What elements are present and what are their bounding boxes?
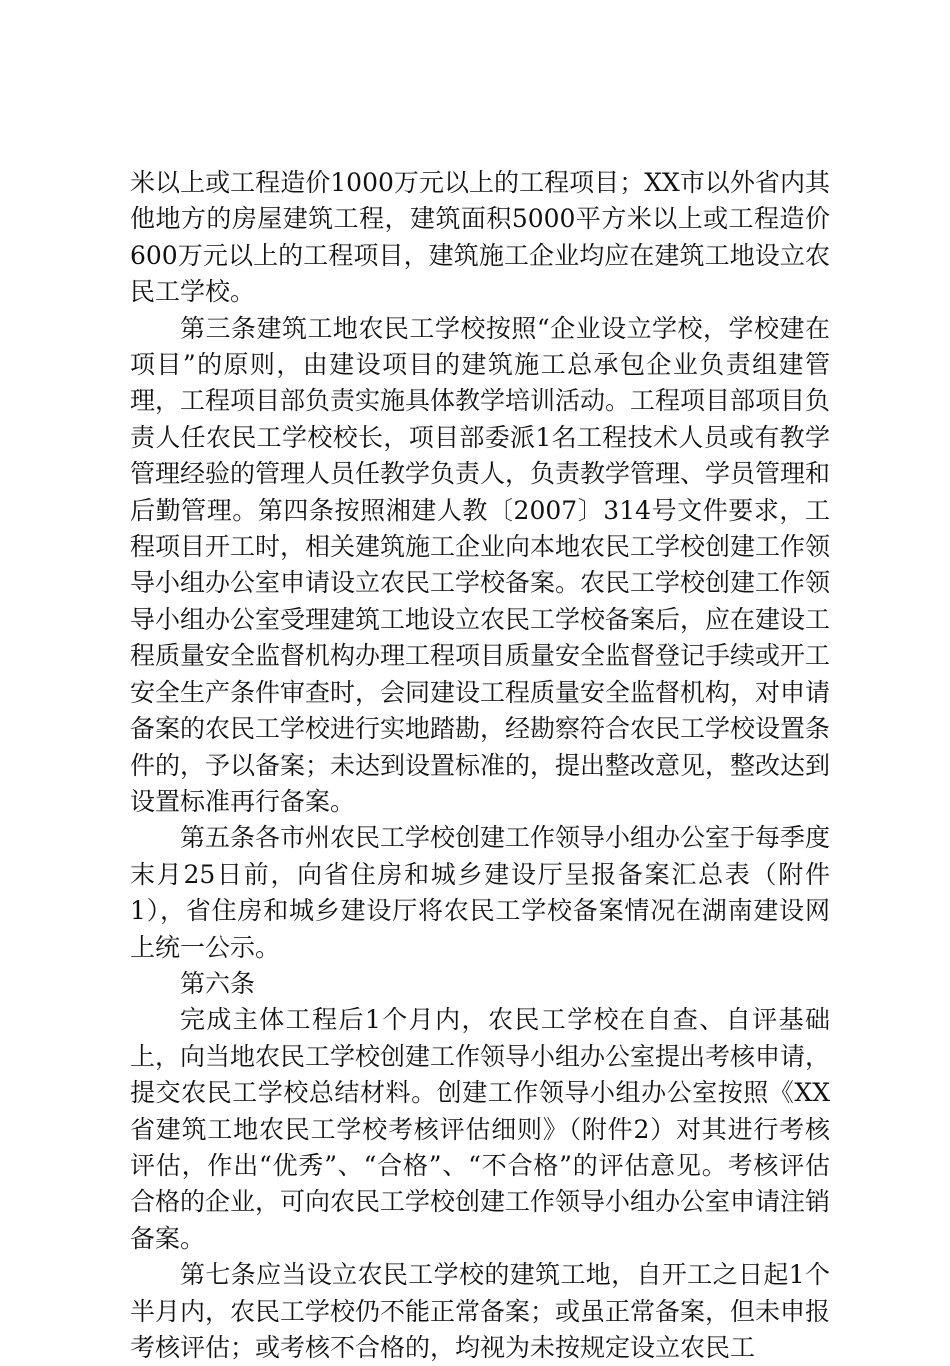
paragraph-article-5: 第五条各市州农民工学校创建工作领导小组办公室于每季度末月25日前，向省住房和城乡建设厅呈报备案汇总表（附件1），省住房和城乡建设厅将农民工学校备案情况在湖南建设网上统一公示。 [130, 823, 831, 962]
paragraph-article-7: 第七条应当设立农民工学校的建筑工地，自开工之日起1个半月内，农民工学校仍不能正常备案；或虽正常备案，但未申报考核评估；或考核不合格的，均视为未按规定设立农民工 [130, 1260, 831, 1362]
paragraph-article-3-4: 第三条建筑工地农民工学校按照“企业设立学校，学校建在项目”的原则，由建设项目的建筑施工总承包企业负责组建管理，工程项目部负责实施具体教学培训活动。工程项目部项目负责人任农民工学校校长，项目部委派1名工程技术人员或有教学管理经验的管理人员任教学负责人，负责教学管理、学员管理和后勤管理。第四条按照湘建人教〔2007〕314号文件要求，工程项目开工时，相关建筑施工企业向本地农民工学校创建工作领导小组办公室申请设立农民工学校备案。农民工学校创建工作领导小组办公室受理建筑工地设立农民工学校备案后，应在建设工程质量安全监督机构办理工程项目质量安全监督登记手续或开工安全生产条件审查时，会同建设工程质量安全监督机构，对申请备案的农民工学校进行实地踏勘，经勘察符合农民工学校设置条件的，予以备案；未达到设置标准的，提出整改意见，整改达到设置标准再行备案。 [130, 313, 831, 816]
paragraph-continuation: 米以上或工程造价1000万元以上的工程项目；XX市以外省内其他地方的房屋建筑工程，建筑面积5000平方米以上或工程造价600万元以上的工程项目，建筑施工企业均应在建筑工地设立农民工学校。 [130, 168, 830, 307]
document-body [130, 165, 830, 1366]
heading-article-6: 第六条 [180, 968, 256, 998]
paragraph-article-6-body: 完成主体工程后1个月内，农民工学校在自查、自评基础上，向当地农民工学校创建工作领导小组办公室提出考核申请，提交农民工学校总结材料。创建工作领导小组办公室按照《XX省建筑工地农民工学校考核评估细则》（附件2）对其进行考核评估，作出“优秀”、“合格”、“不合格”的评估意见。考核评估合格的企业，可向农民工学校创建工作领导小组办公室申请注销备案。 [130, 1005, 831, 1253]
